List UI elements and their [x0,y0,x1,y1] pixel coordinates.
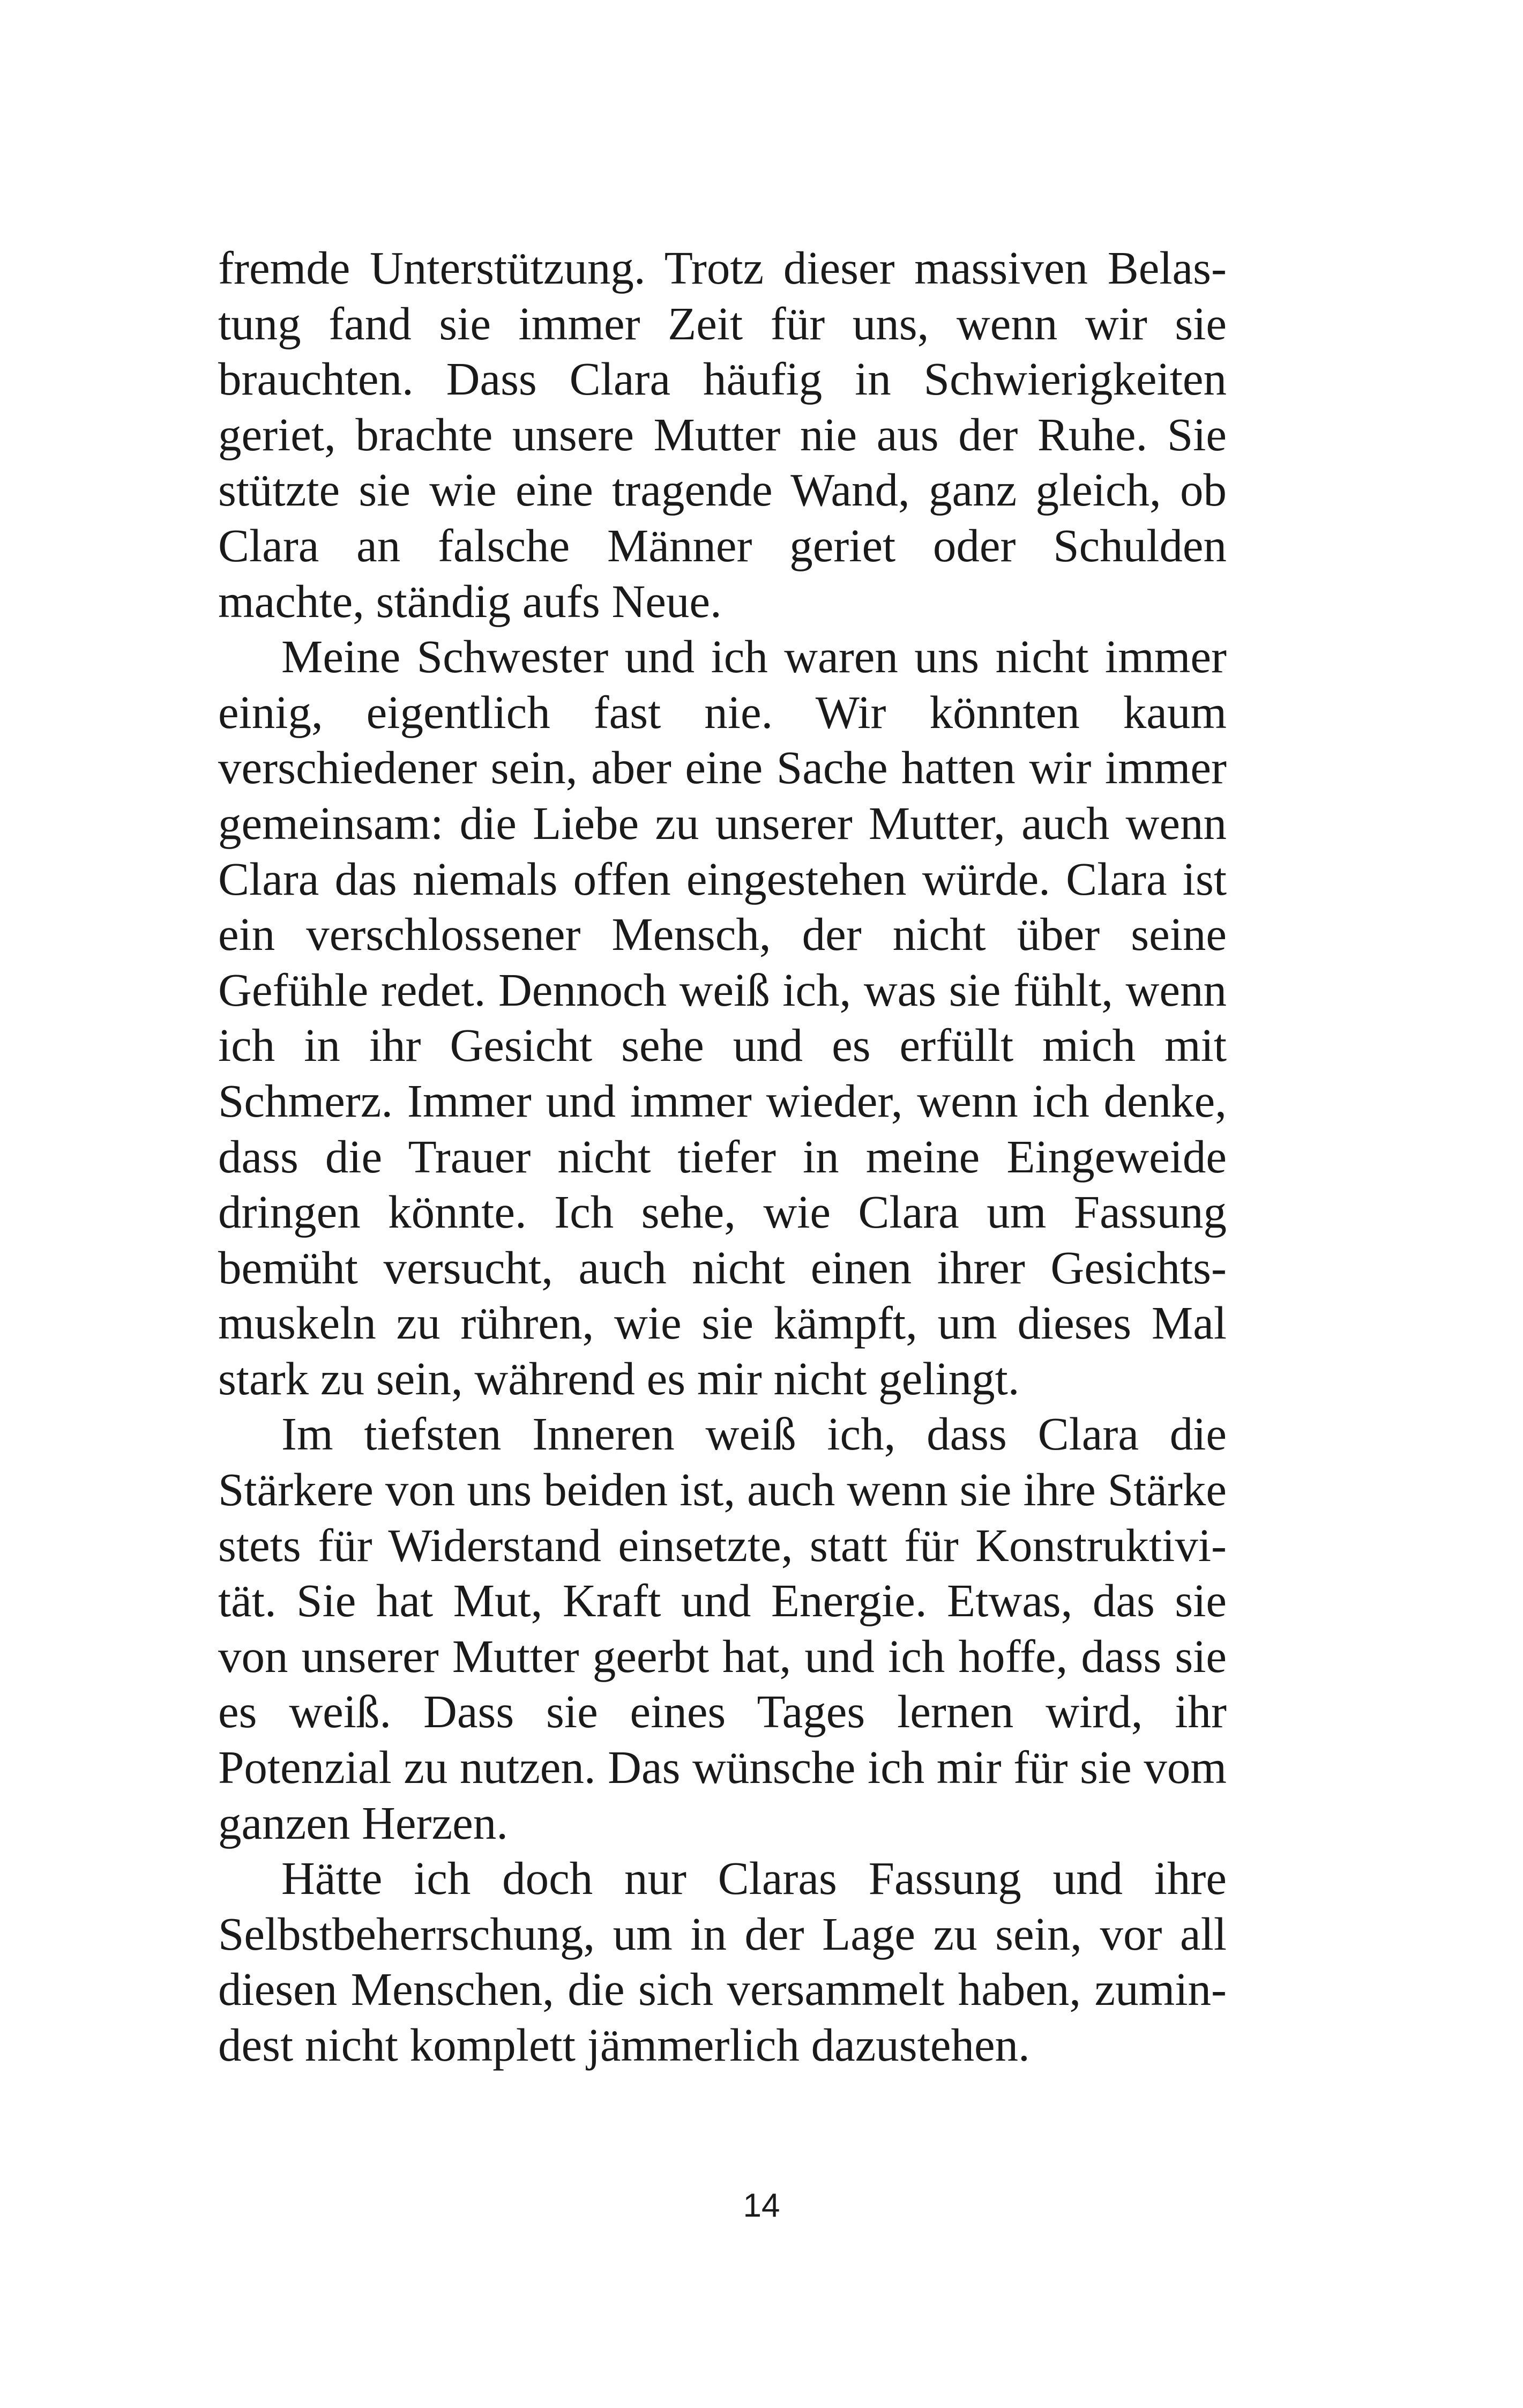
page-number: 14 [743,2187,780,2224]
paragraph-2: Meine Schwester und ich waren uns nicht immer einig, eigentlich fast nie. Wir könnten kaum verschiedener sein, aber eine Sache hatten wir immer gemeinsam: die Liebe zu unserer Mutter, auch wenn Clara das niemals offen eingestehen würde. Clara ist ein verschlossener Mensch, der nicht über seine Gefühle redet. Dennoch weiß ich, was sie fühlt, wenn ich in ihr Gesicht sehe und es erfüllt mich mit Schmerz. Immer und immer wieder, wenn ich denke, dass die Trauer nicht tiefer in meine Eingeweide dringen könnte. Ich sehe, wie Clara um Fassung bemüht versucht, auch nicht einen ihrer Gesichtsmuskeln zu rühren, wie sie kämpft, um dieses Mal stark zu sein, während es mir nicht gelingt. [218,630,1227,1404]
paragraph-1: fremde Unterstützung. Trotz dieser massiven Belastung fand sie immer Zeit für uns, wenn wir sie brauchten. Dass Clara häufig in Schwierigkeiten geriet, brachte unsere Mutter nie aus der Ruhe. Sie stützte sie wie eine tragende Wand, ganz gleich, ob Clara an falsche Männer geriet oder Schulden machte, ständig aufs Neue. [218,242,1227,627]
paragraph-3: Im tiefsten Inneren weiß ich, dass Clara die Stärkere von uns beiden ist, auch wenn sie ihre Stärke stets für Widerstand einsetzte, statt für Konstruktivität. Sie hat Mut, Kraft und Energie. Etwas, das sie von unserer Mutter geerbt hat, und ich hoffe, dass sie es weiß. Dass sie eines Tages lernen wird, ihr Potenzial zu nutzen. Das wünsche ich mir für sie vom ganzen Herzen. [218,1408,1227,1849]
paragraph-4: Hätte ich doch nur Claras Fassung und ihre Selbstbeherrschung, um in der Lage zu sein, vor all diesen Menschen, die sich versammelt haben, zumindest nicht komplett jämmerlich dazustehen. [218,1852,1227,2071]
body-text [218,240,1227,2073]
